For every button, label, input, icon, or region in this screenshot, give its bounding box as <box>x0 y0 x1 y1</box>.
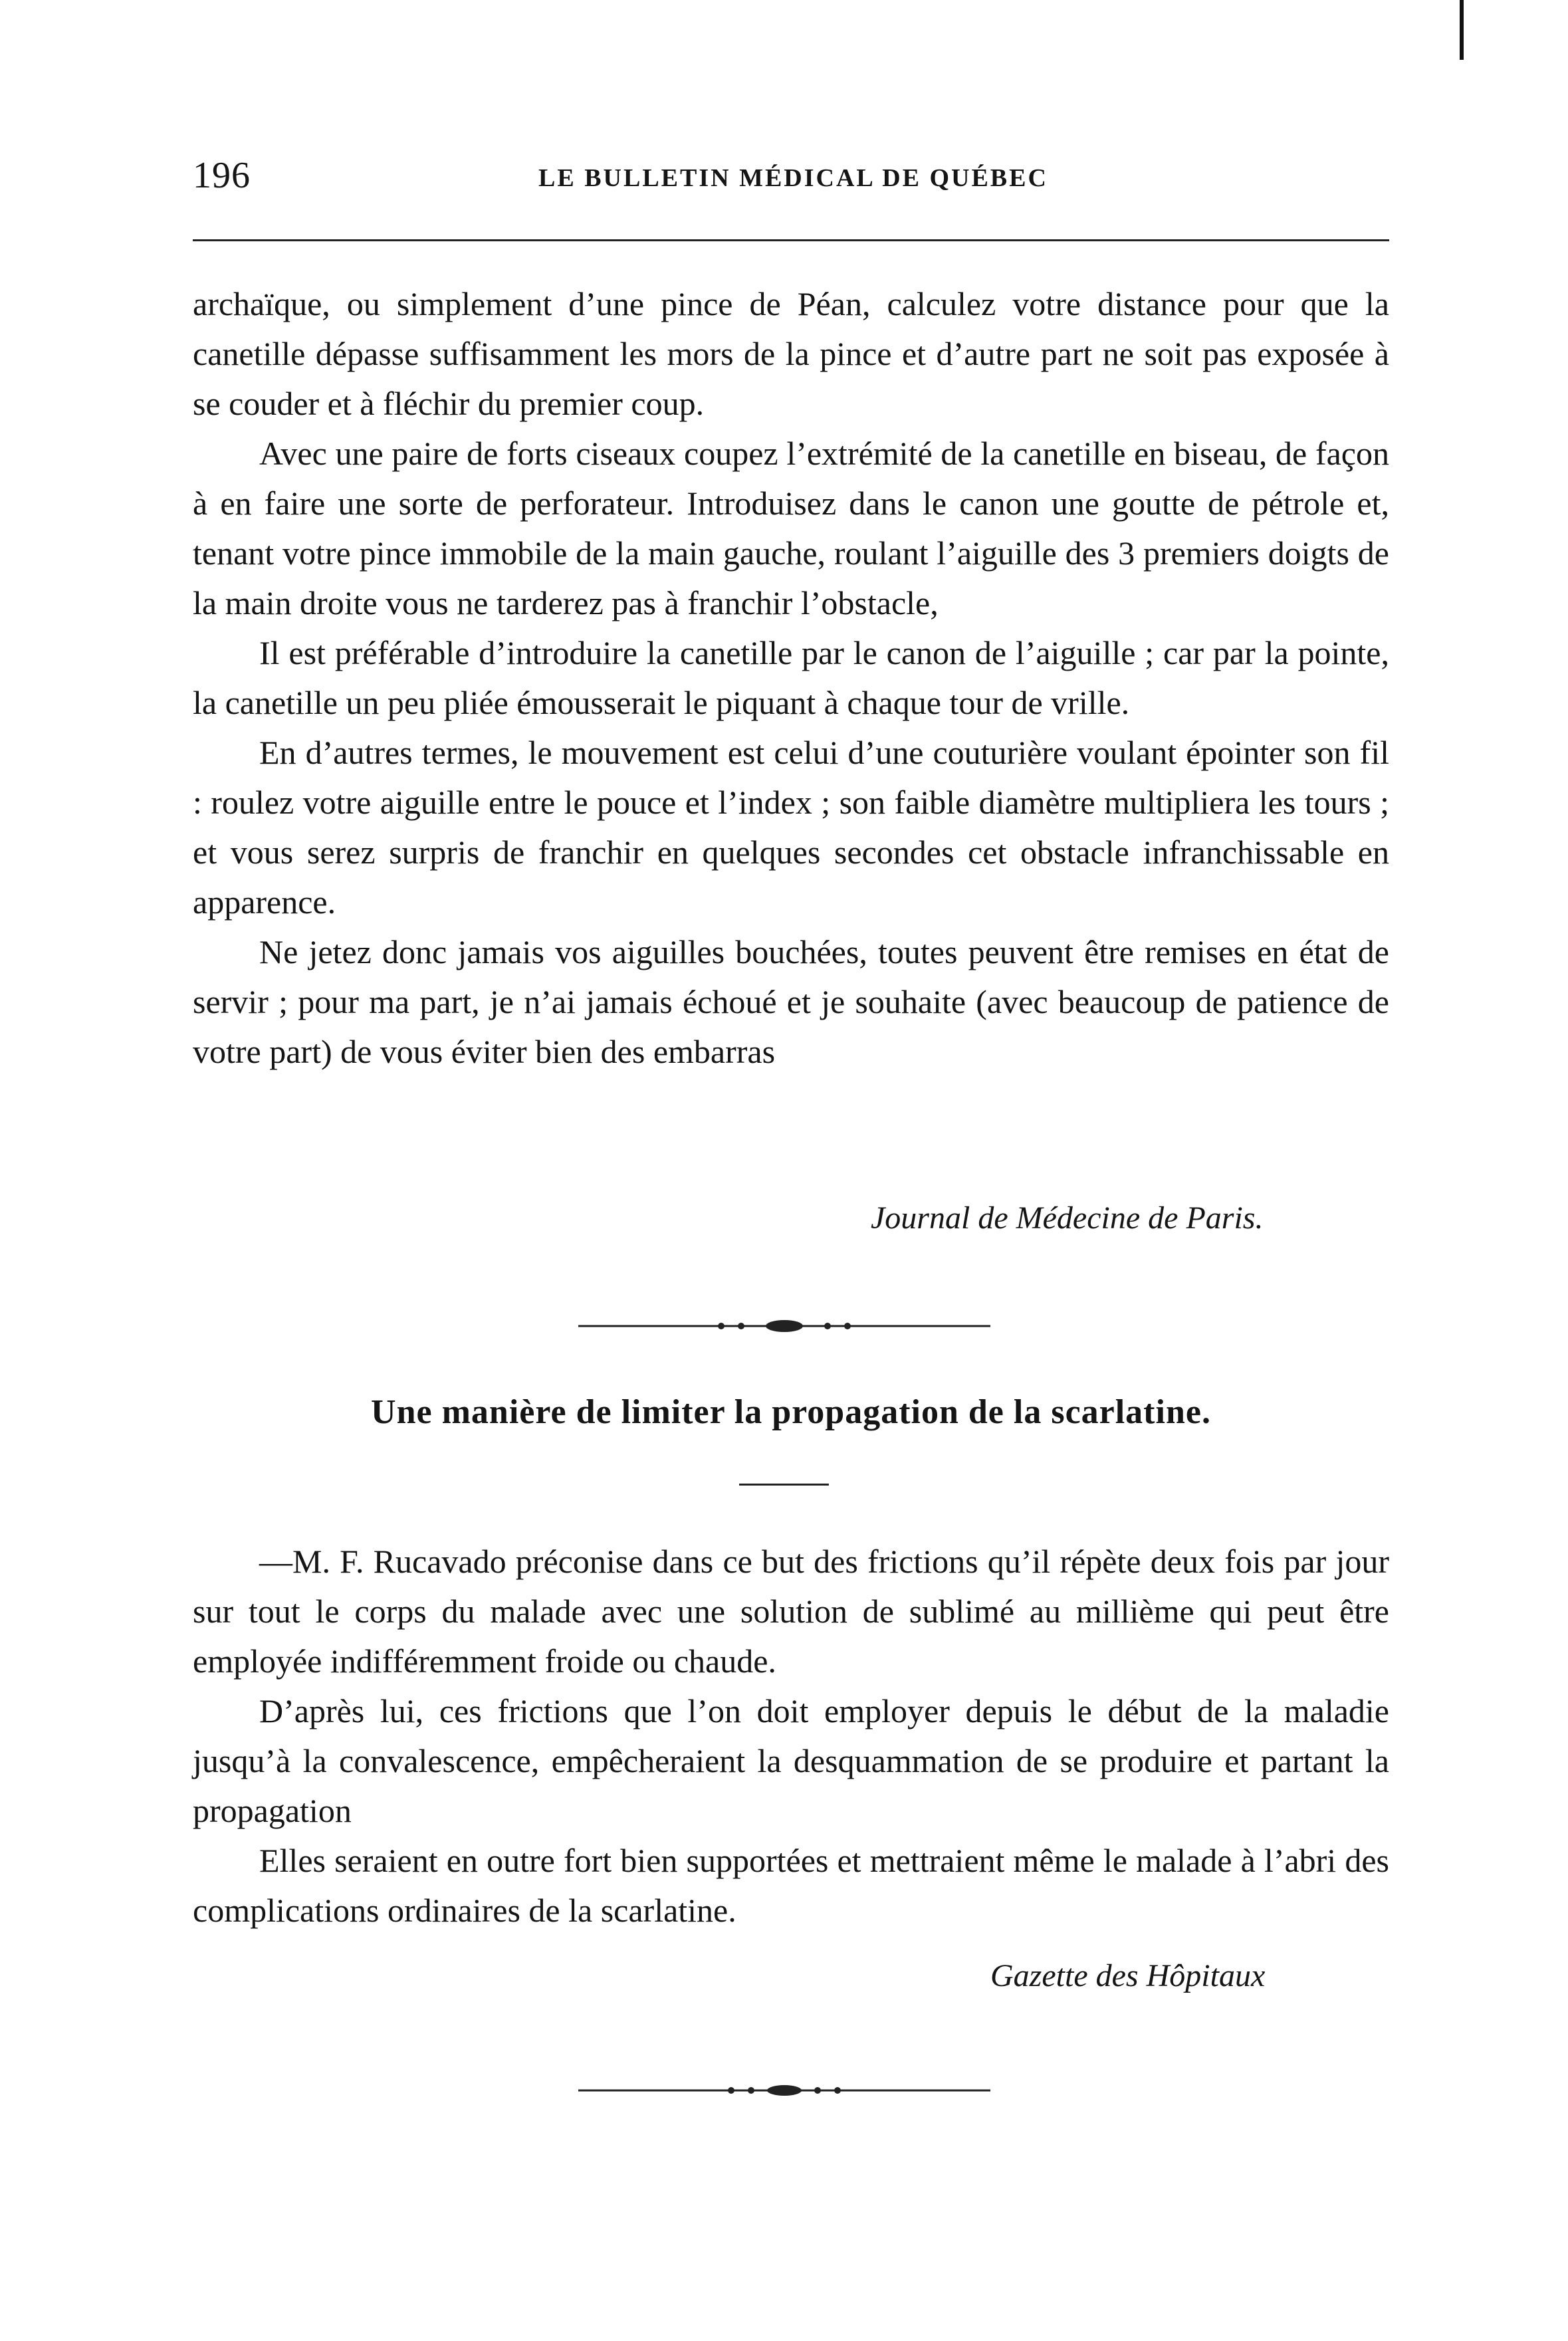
article-2-paragraph: —M. F. Rucavado préconise dans ce but des frictions qu’il répète deux fois par jour sur tout le corps du malade avec une solution de sublimé au millième qui peut être employée indifféremment froide ou chaude. <box>193 1543 1389 1680</box>
header-rule <box>193 239 1389 241</box>
article-2-title: Une manière de limiter la propagation de la scarlatine. <box>371 1393 1211 1431</box>
page-header <box>193 154 1389 207</box>
article-2-source: Gazette des Hôpitaux <box>990 1958 1266 1993</box>
margin-rule <box>1460 0 1464 60</box>
running-head: LE BULLETIN MÉDICAL DE QUÉBEC <box>538 164 1048 192</box>
ornament-divider-icon <box>578 2080 990 2100</box>
article-1-paragraph: Avec une paire de forts ciseaux coupez l’extrémité de la canetille en biseau, de façon à en faire une sorte de perforateur. Introduisez dans le canon une goutte de pétrole et, tenant votre pince immobile de la main gauche, roulant l’aiguille des 3 premiers doigts de la main droite vous ne tarderez pas à franchir l’obstacle, <box>193 435 1389 621</box>
page-number: 196 <box>193 155 251 196</box>
article-2-paragraph: D’après lui, ces frictions que l’on doit employer depuis le début de la maladie jusqu’à la convalescence, empêcheraient la desquammation de se produire et partant la propagation <box>193 1692 1389 1829</box>
article-1-paragraph: En d’autres termes, le mouvement est celui d’une couturière voulant épointer son fil : roulez votre aiguille entre le pouce et l’index ; son faible diamètre multipliera les tours ; et vous serez surpris de franchir en quelques secondes cet obstacle infranchissable en apparence. <box>193 734 1389 921</box>
article-1-paragraph: archaïque, ou simplement d’une pince de Péan, calculez votre distance pour que la canetille dépasse suffisamment les mors de la pince et d’autre part ne soit pas exposée à se couder et à fléchir du premier coup. <box>193 285 1389 422</box>
article-2-paragraph: Elles seraient en outre fort bien supportées et mettraient même le malade à l’abri des complications ordinaires de la scarlatine. <box>193 1842 1389 1929</box>
article-1-source: Journal de Médecine de Paris. <box>871 1200 1264 1236</box>
article-1-paragraph: Ne jetez donc jamais vos aiguilles bouchées, toutes peuvent être remises en état de servir ; pour ma part, je n’ai jamais échoué et je souhaite (avec beaucoup de patience de votre part) de vous éviter bien des embarras <box>193 933 1389 1070</box>
ornament-divider-icon <box>578 1316 990 1336</box>
title-rule <box>739 1484 829 1486</box>
article-1-body <box>193 279 1389 1077</box>
article-1-paragraph: Il est préférable d’introduire la canetille par le canon de l’aiguille ; car par la pointe, la canetille un peu pliée émousserait le piquant à chaque tour de vrille. <box>193 634 1389 721</box>
article-2-body <box>193 1537 1389 1936</box>
